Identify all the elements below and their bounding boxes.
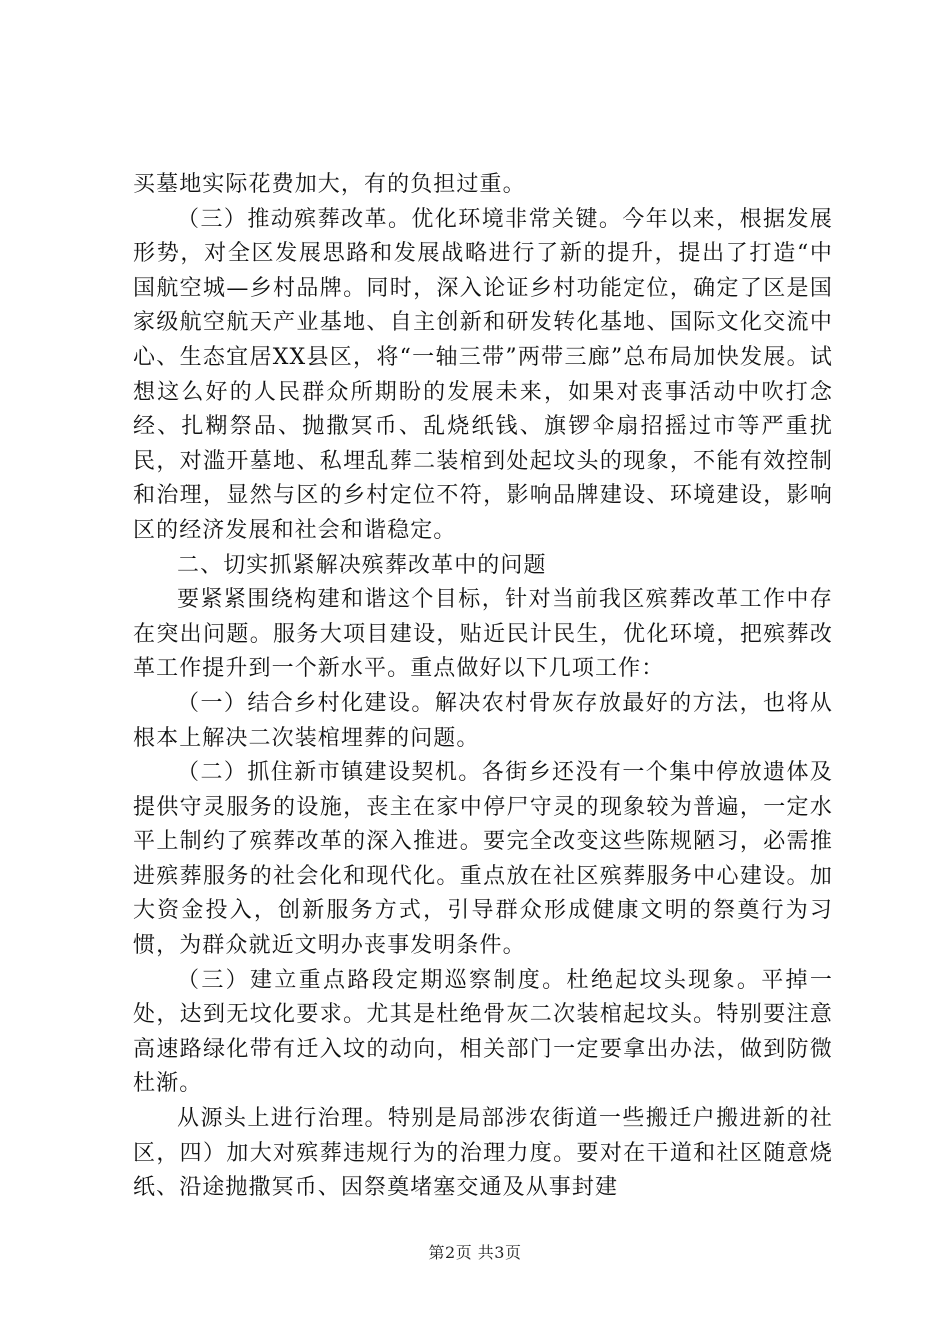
section-heading-two: 二、切实抓紧解决殡葬改革中的问题 (177, 552, 547, 578)
paragraph-item-three: （三）建立重点路段定期巡察制度。杜绝起坟头现象。平掉一处，达到无坟化要求。尤其是杜绝骨灰二次装棺起坟头。特别要注意高速路绿化带有迁入坟的动向，相关部门一定要拿出办法，做到防微杜渐。 (133, 967, 833, 1097)
paragraph-section-three-reform: （三）推动殡葬改革。优化环境非常关键。今年以来，根据发展形势，对全区发展思路和发展战略进行了新的提升，提出了打造“中国航空城—乡村品牌。同时，深入论证乡村功能定位，确定了区是国家级航空航天产业基地、自主创新和研发转化基地、国际文化交流中心、生态宜居XX县区，将“一轴三带”两带三廊”总布局加快发展。试想这么好的人民群众所期盼的发展未来，如果对丧事活动中吹打念经、扎糊祭品、抛撒冥币、乱烧纸钱、旗锣伞扇招摇过市等严重扰民，对滥开墓地、私埋乱葬二装棺到处起坟头的现象，不能有效控制和治理，显然与区的乡村定位不符，影响品牌建设、环境建设，影响区的经济发展和社会和谐稳定。 (133, 206, 833, 543)
paragraph-item-one: （一）结合乡村化建设。解决农村骨灰存放最好的方法，也将从根本上解决二次装棺埋葬的问题。 (133, 690, 833, 751)
page-number-footer: 第2页 共3页 (428, 1243, 522, 1262)
paragraph-goal: 要紧紧围绕构建和谐这个目标，针对当前我区殡葬改革工作中存在突出问题。服务大项目建设，贴近民计民生，优化环境，把殡葬改革工作提升到一个新水平。重点做好以下几项工作： (133, 587, 833, 682)
document-body (133, 168, 833, 1206)
paragraph-source-governance: 从源头上进行治理。特别是局部涉农街道一些搬迁户搬进新的社区，四）加大对殡葬违规行为的治理力度。要对在干道和社区随意烧纸、沿途抛撒冥币、因祭奠堵塞交通及从事封建 (133, 1106, 833, 1201)
paragraph-item-two: （二）抓住新市镇建设契机。各街乡还没有一个集中停放遗体及提供守灵服务的设施，丧主在家中停尸守灵的现象较为普遍，一定水平上制约了殡葬改革的深入推进。要完全改变这些陈规陋习，必需推进殡葬服务的社会化和现代化。重点放在社区殡葬服务中心建设。加大资金投入，创新服务方式，引导群众形成健康文明的祭奠行为习惯，为群众就近文明办丧事发明条件。 (133, 760, 833, 959)
paragraph-continuation: 买墓地实际花费加大，有的负担过重。 (133, 172, 526, 197)
